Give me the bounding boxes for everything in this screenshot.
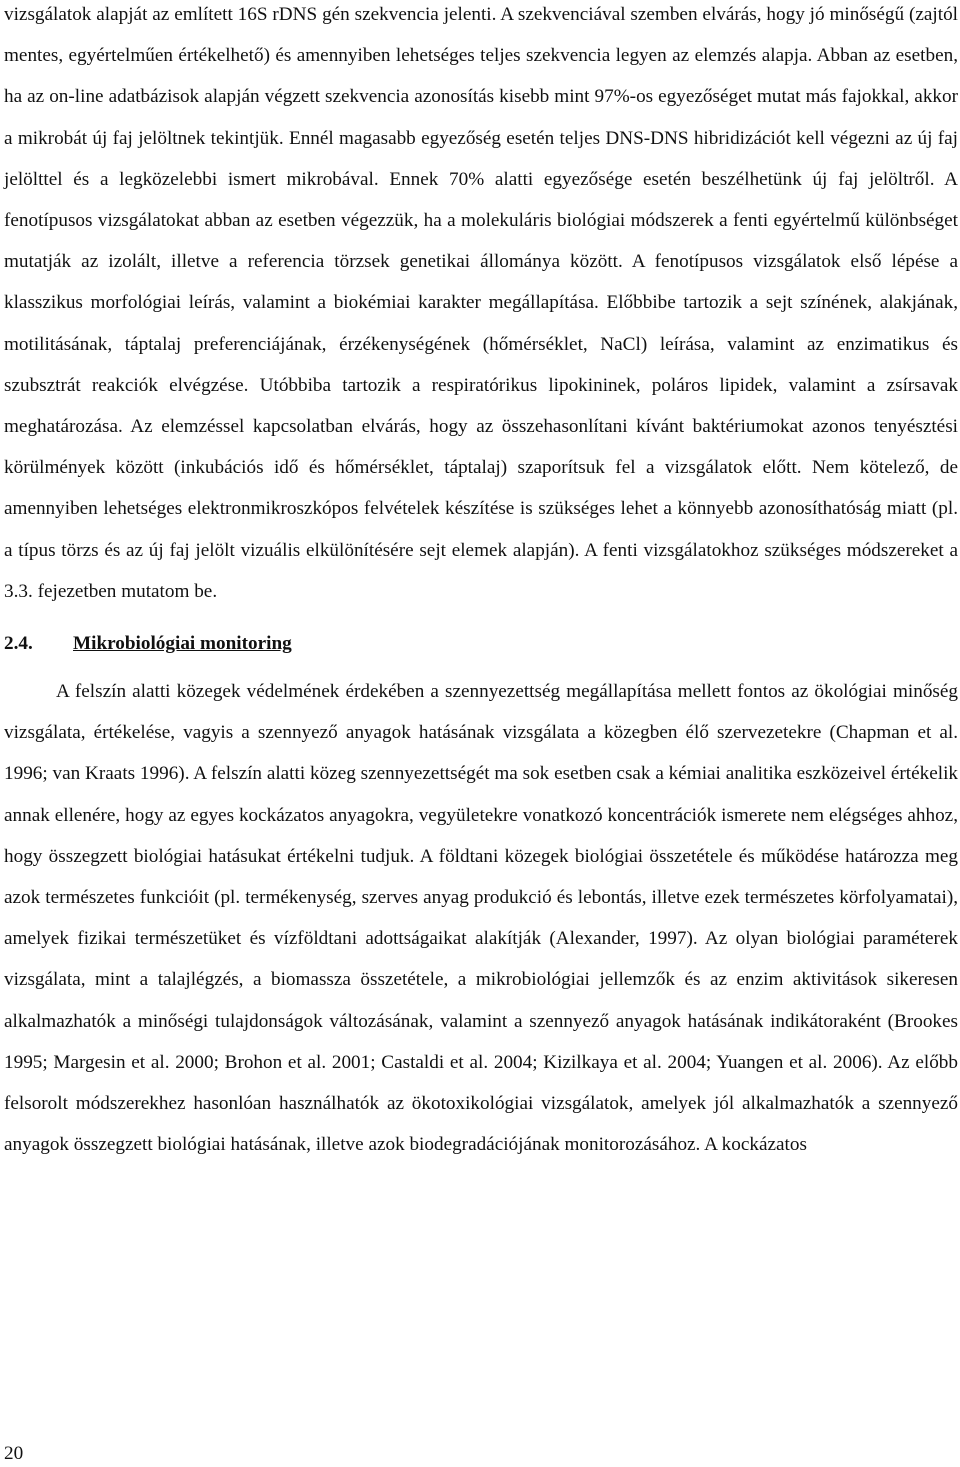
section-title: Mikrobiológiai monitoring	[73, 633, 292, 655]
body-paragraph-2: A felszín alatti közegek védelmének érdekében a szennyezettség megállapítása mellett fontos az ökológiai minőség vizsgálata, értékelése, vagyis a szennyező anyagok hatásának vizsgálata a közegben élő szervezetekre (Chapman et al. 1996; van Kraats 1996). A felszín alatti közeg szennyezettségét ma sok esetben csak a kémiai analitika eszközeivel értékelik annak ellenére, hogy az egyes kockázatos anyagokra, vegyületekre vonatkozó koncentrációk ismerete nem elégséges ahhoz, hogy összegzett biológiai hatásukat értékelni tudjuk. A földtani közegek biológiai összetétele és működése határozza meg azok természetes funkcióit (pl. termékenység, szerves anyag produkció és lebontás, illetve ezek természetes körfolyamatai), amelyek fizikai természetüket és vízföldtani adottságaikat alakítják (Alexander, 1997). Az olyan biológiai paraméterek vizsgálata, mint a talajlégzés, a biomassza összetétele, a mikrobiológiai jellemzők és az enzim aktivitások sikeresen alkalmazhatók a minőségi tulajdonságok változásának, valamint a szennyező anyagok hatásának indikátoraként (Brookes 1995; Margesin et al. 2000; Brohon et al. 2001; Castaldi et al. 2004; Kizilkaya et al. 2004; Yuangen et al. 2006). Az előbb felsorolt módszerekhez hasonlóan használhatók az ökotoxikológiai vizsgálatok, amelyek jól alkalmazhatók a szennyező anyagok összegzett biológiai hatásának, illetve azok biodegradációjának monitorozásához. A kockázatos	[4, 681, 958, 1156]
body-paragraph-1: vizsgálatok alapját az említett 16S rDNS gén szekvencia jelenti. A szekvenciával szemben elvárás, hogy jó minőségű (zajtól mentes, egyértelműen értékelhető) és amennyiben lehetséges teljes szekvencia legyen az elemzés alapja. Abban az esetben, ha az on-line adatbázisok alapján végzett szekvencia azonosítás kisebb mint 97%-os egyezőséget mutat más fajokkal, akkor a mikrobát új faj jelöltnek tekintjük. Ennél magasabb egyezőség esetén teljes DNS-DNS hibridizációt kell végezni az új faj jelölttel és a legközelebbi ismert mikrobával. Ennek 70% alatti egyezősége esetén beszélhetünk új faj jelöltről. A fenotípusos vizsgálatokat abban az esetben végezzük, ha a molekuláris biológiai módszerek a fenti egyértelmű különbséget mutatják az izolált, illetve a referencia törzsek genetikai állománya között. A fenotípusos vizsgálatok első lépése a klasszikus morfológiai leírás, valamint a biokémiai karakter megállapítása. Előbbibe tartozik a sejt színének, alakjának, motilitásának, táptalaj preferenciájának, érzékenységének (hőmérséklet, NaCl) leírása, valamint az enzimatikus és szubsztrát reakciók elvégzése. Utóbbiba tartozik a respiratórikus lipokininek, poláros lipidek, valamint a zsírsavak meghatározása. Az elemzéssel kapcsolatban elvárás, hogy az összehasonlítani kívánt baktériumokat azonos tenyésztési körülmények között (inkubációs idő és hőmérséklet, táptalaj) szaporítsuk fel a vizsgálatok előtt. Nem kötelező, de amennyiben lehetséges elektronmikroszkópos felvételek készítése is szükséges lehet a könnyebb azonosíthatóság miatt (pl. a típus törzs és az új faj jelölt vizuális elkülönítésére sejt elemek alapján). A fenti vizsgálatokhoz szükséges módszereket a 3.3. fejezetben mutatom be.	[4, 4, 958, 602]
section-number: 2.4.	[4, 633, 33, 655]
document-page	[4, 0, 958, 1165]
section-heading	[4, 627, 958, 661]
page-number: 20	[4, 1443, 24, 1464]
